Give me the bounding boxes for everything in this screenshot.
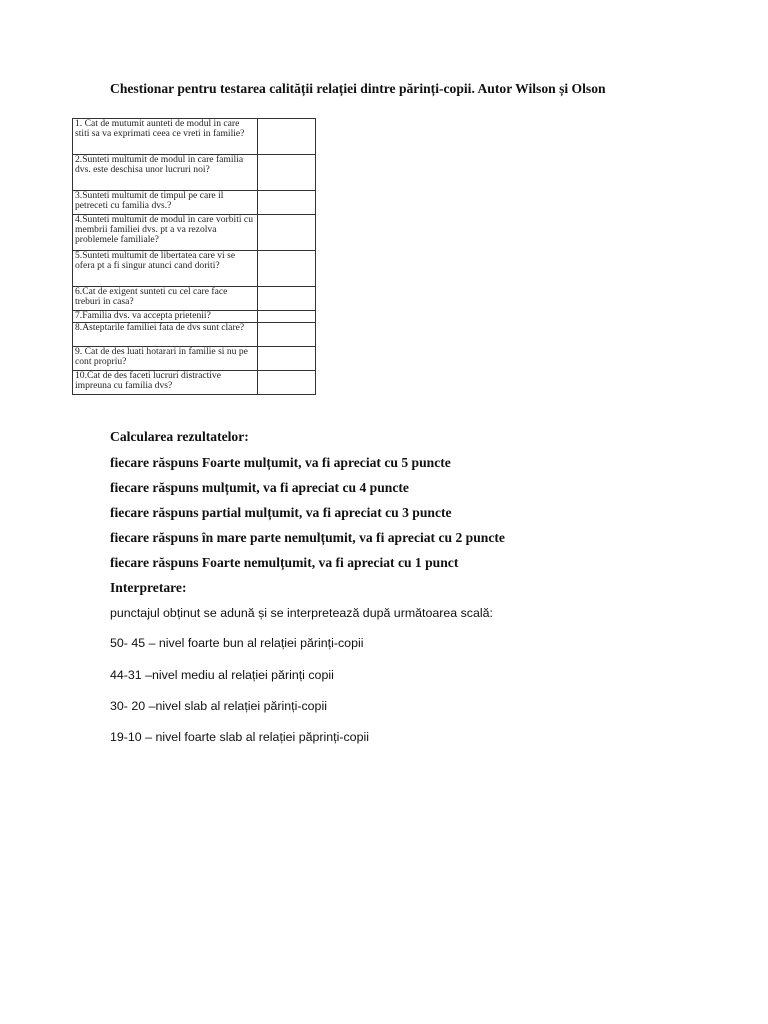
question-cell: 10.Cat de des faceti lucruri distractive impreuna cu familia dvs? [73,371,258,395]
scale-item: 44-31 –nivel mediu al relației părinți copii [110,668,334,682]
question-cell: 8.Asteptarile familiei fata de dvs sunt clare? [73,323,258,347]
table-row [73,119,316,155]
table-row [73,287,316,311]
page-title: Chestionar pentru testarea calității relației dintre părinți-copii. Autor Wilson și Olson [110,81,606,96]
answer-cell [258,191,316,215]
question-cell: 5.Sunteti multumit de libertatea care vi se ofera pt a fi singur atunci cand doriti? [73,251,258,287]
table-row [73,155,316,191]
scoring-rule: fiecare răspuns partial mulțumit, va fi apreciat cu 3 puncte [110,505,452,520]
questionnaire-table [72,118,316,395]
answer-cell [258,251,316,287]
answer-cell [258,323,316,347]
scoring-rule: fiecare răspuns în mare parte nemulțumit, va fi apreciat cu 2 puncte [110,530,505,545]
answer-cell [258,311,316,323]
table-row [73,347,316,371]
answer-cell [258,287,316,311]
table-row [73,191,316,215]
table-row [73,323,316,347]
scale-item: 19-10 – nivel foarte slab al relației păprinți-copii [110,730,369,744]
question-cell: 4.Sunteti multumit de modul in care vorbiti cu membrii familiei dvs. pt a va rezolva problemele familiale? [73,215,258,251]
question-cell: 2.Sunteti multumit de modul in care familia dvs. este deschisa unor lucruri noi? [73,155,258,191]
answer-cell [258,371,316,395]
question-cell: 7.Familia dvs. va accepta prietenii? [73,311,258,323]
question-cell: 1. Cat de mutumit aunteti de modul in care stiti sa va exprimati ceea ce vreti in familie? [73,119,258,155]
scoring-rule: fiecare răspuns Foarte mulțumit, va fi apreciat cu 5 puncte [110,455,451,470]
scoring-rule: fiecare răspuns Foarte nemulțumit, va fi apreciat cu 1 punct [110,555,459,570]
table-row [73,371,316,395]
answer-cell [258,155,316,191]
answer-cell [258,347,316,371]
question-cell: 9. Cat de des luati hotarari in familie si nu pe cont propriu? [73,347,258,371]
table-row [73,311,316,323]
scale-item: 50- 45 – nivel foarte bun al relației părinți-copii [110,636,364,650]
table-row [73,251,316,287]
scale-item: 30- 20 –nivel slab al relației părinți-copii [110,699,327,713]
answer-cell [258,119,316,155]
table-row [73,215,316,251]
question-cell: 3.Sunteti multumit de timpul pe care il petreceti cu familia dvs.? [73,191,258,215]
answer-cell [258,215,316,251]
scoring-heading: Calcularea rezultatelor: [110,429,249,444]
interpretation-intro: punctajul obținut se adună și se interpretează după următoarea scală: [110,606,493,620]
question-cell: 6.Cat de exigent sunteti cu cel care face treburi in casa? [73,287,258,311]
scoring-rule: fiecare răspuns mulțumit, va fi apreciat cu 4 puncte [110,480,409,495]
interpretation-heading: Interpretare: [110,580,187,595]
